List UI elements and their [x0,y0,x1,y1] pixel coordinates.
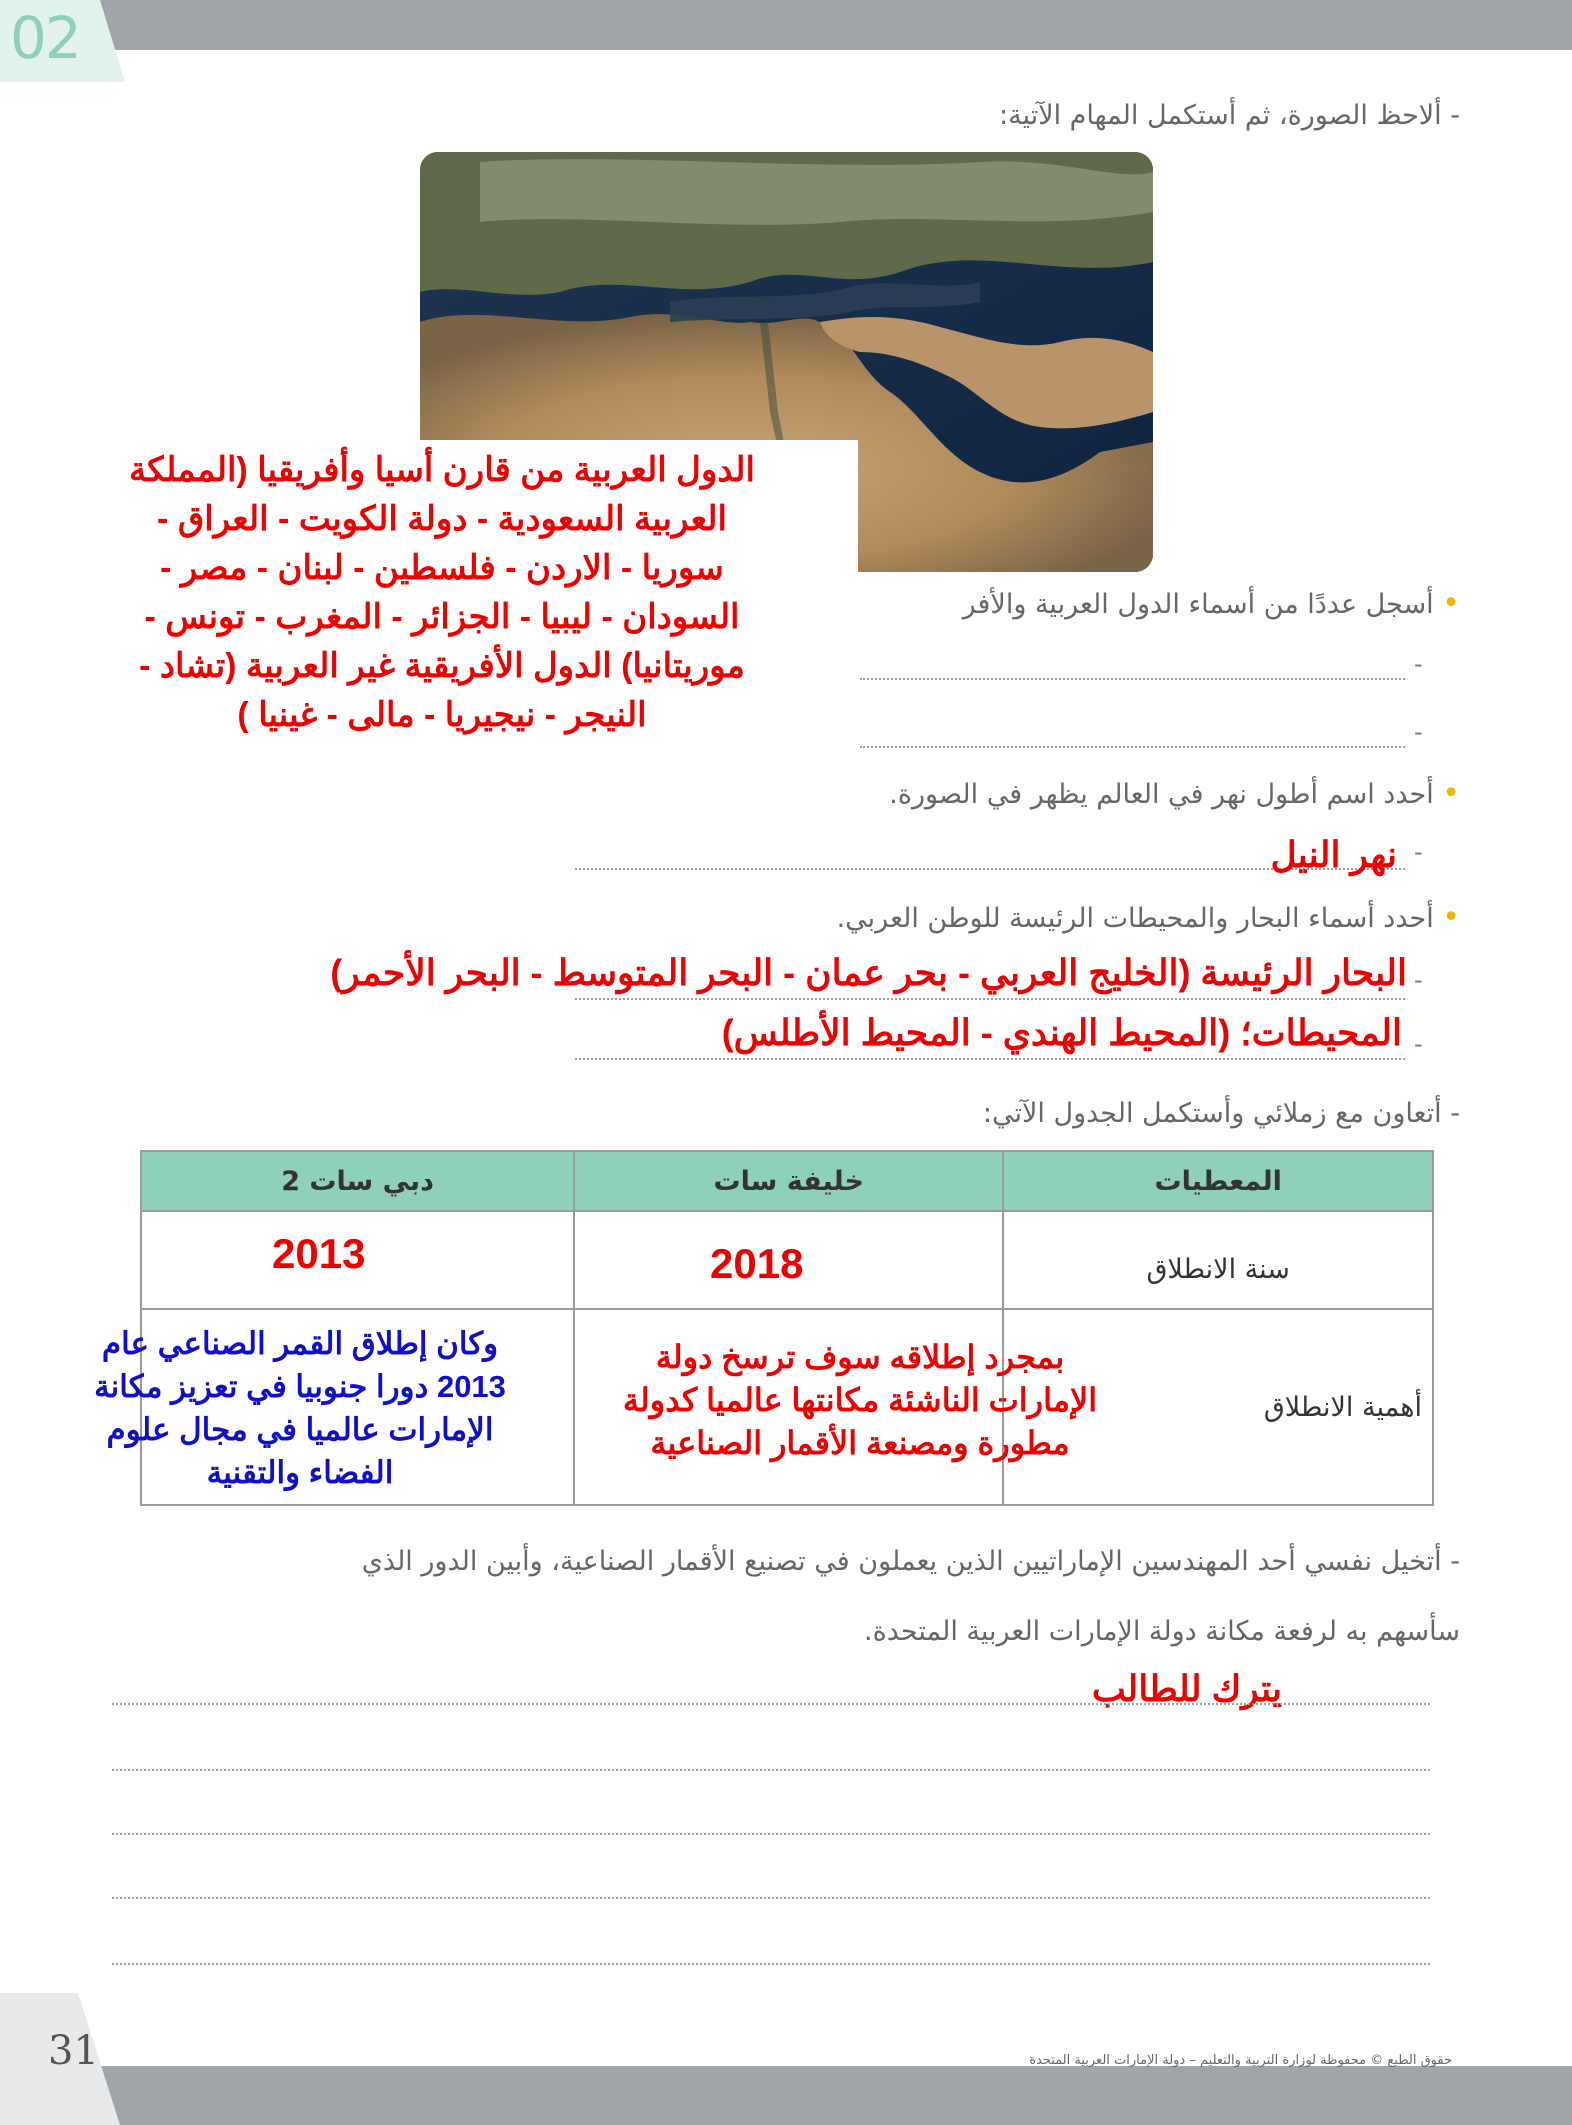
seas-answer-line1: البحار الرئيسة (الخليج العربي - بحر عمان - البحر المتوسط - البحر الأحمر) [330,952,1407,993]
line-dash: - [1414,838,1423,866]
answer-line [575,1058,1405,1060]
bullet-icon: • [1442,776,1460,811]
top-bar [0,0,1572,50]
page-number: 31 [48,2028,99,2074]
dubaisat2-year-answer: 2013 [272,1230,366,1277]
writing-line [112,1833,1430,1835]
task2-text: أحدد اسم أطول نهر في العالم يظهر في الصورة. [889,779,1434,810]
countries-answer-line: النيجر - نيجيريا - مالى - غينيا ) [237,696,647,734]
dubaisat2-importance-answer [40,1322,560,1494]
header-dubaisat2: دبي سات 2 [141,1151,574,1211]
bullet-icon: • [1442,586,1460,621]
khalifasat-year-answer: 2018 [710,1240,804,1287]
answer-line [860,746,1405,748]
answer-line [860,678,1405,680]
header-khalifasat: خليفة سات [574,1151,1003,1211]
final-answer: يترك للطالب [1091,1668,1282,1709]
task3-instruction [660,900,1460,935]
line-dash: - [1414,718,1423,746]
importance-line: وكان إطلاق القمر الصناعي عام [101,1326,499,1361]
writing-line [112,1963,1430,1965]
unit-number: 02 [10,4,80,72]
countries-answer-line: الدول العربية من قارن أسيا وأفريقيا (المملكة [129,451,755,489]
importance-line: الإمارات عالميا في مجال علوم [106,1412,494,1447]
copyright-notice: حقوق الطبع © محفوظة لوزارة التربية والتعليم – دولة الإمارات العربية المتحدة [1029,2053,1452,2068]
table-header-row [141,1151,1433,1211]
table-instruction: - أتعاون مع زملائي وأستكمل الجدول الآتي: [982,1098,1460,1129]
countries-answer-line: موريتانيا) الدول الأفريقية غير العربية (تشاد - [139,647,745,685]
countries-answer-line: سوريا - الاردن - فلسطين - لبنان - مصر - [160,549,724,587]
importance-line: بمجرد إطلاقه سوف ترسخ دولة [655,1339,1065,1375]
row-label-importance: أهمية الانطلاق [1003,1309,1433,1505]
footer-bar [0,2066,1572,2125]
writing-line [112,1897,1430,1899]
task1-instruction [900,586,1460,621]
task1-text: أسجل عددًا من أسماء الدول العربية والأفر [962,589,1434,620]
seas-answer-line2: المحيطات؛ (المحيط الهندي - المحيط الأطلس) [721,1012,1402,1053]
imagine-instruction-line2: سأسهم به لرفعة مكانة دولة الإمارات العربية المتحدة. [864,1616,1460,1647]
line-dash: - [1414,650,1423,678]
writing-line [112,1769,1430,1771]
importance-line: 2013 دورا جنوبيا في تعزيز مكانة [94,1369,506,1404]
importance-line: الإمارات الناشئة مكانتها عالميا كدولة [622,1382,1098,1418]
river-answer: نهر النيل [1270,834,1397,875]
intro-instruction: - ألاحظ الصورة، ثم أستكمل المهام الآتية: [998,100,1460,131]
task2-instruction [760,776,1460,811]
line-dash: - [1414,966,1423,994]
countries-answer [62,446,822,740]
importance-line: الفضاء والتقنية [206,1455,394,1490]
writing-line [112,1703,1430,1705]
countries-answer-line: السودان - ليبيا - الجزائر - المغرب - تونس - [144,598,740,636]
importance-line: مطورة ومصنعة الأقمار الصناعية [650,1425,1070,1461]
imagine-instruction-line1: - أتخيل نفسي أحد المهندسين الإماراتيين الذين يعملون في تصنيع الأقمار الصناعية، وأبين الدور الذي [361,1546,1460,1577]
answer-line [575,998,1405,1000]
row-label-launch-year: سنة الانطلاق [1003,1211,1433,1309]
khalifasat-importance-answer [580,1336,1140,1465]
countries-answer-line: العربية السعودية - دولة الكويت - العراق - [157,500,727,538]
task3-text: أحدد أسماء البحار والمحيطات الرئيسة للوطن العربي. [836,903,1434,934]
bullet-icon: • [1442,900,1460,935]
line-dash: - [1414,1030,1423,1058]
header-data: المعطيات [1003,1151,1433,1211]
